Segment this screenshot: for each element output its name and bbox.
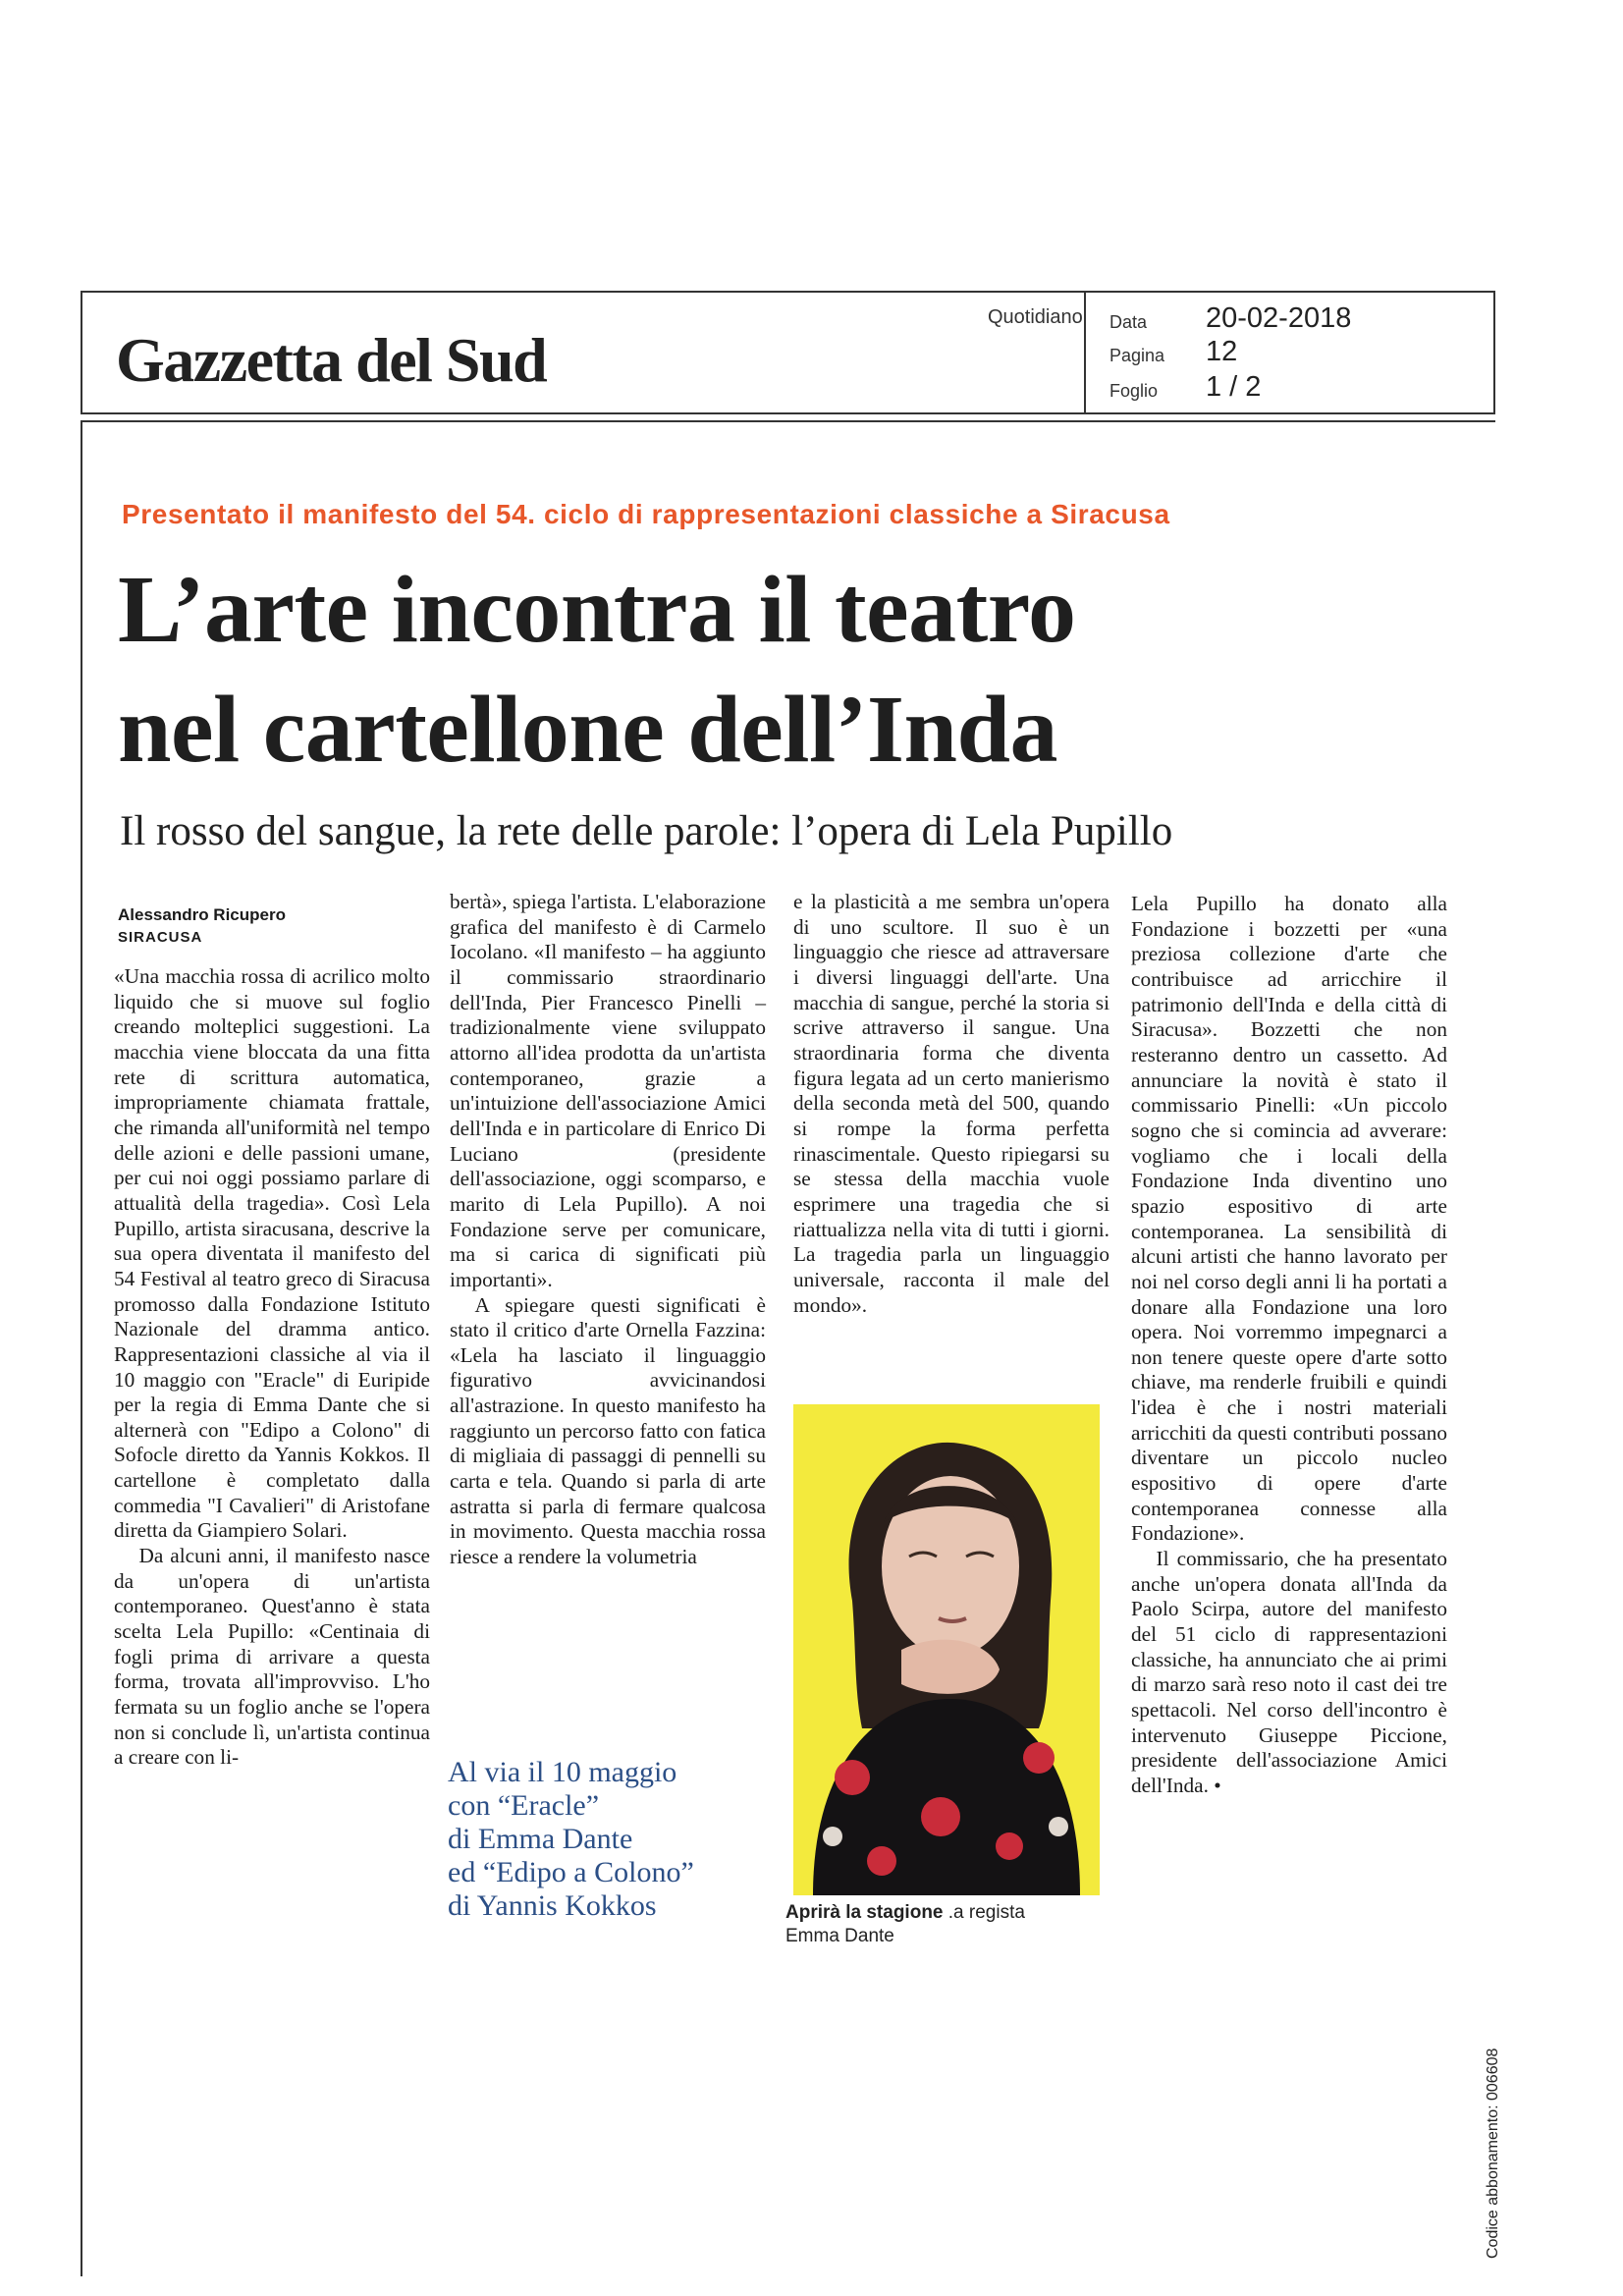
masthead: Gazzetta del Sud [116,325,547,395]
portrait-photo [793,1404,1100,1895]
page-label: Pagina [1109,346,1165,365]
pull-quote-line: con “Eracle” [448,1788,600,1822]
headline-line-2: nel cartellone dell’Inda [118,677,1058,783]
caption-rest: .a regista [943,1902,1025,1923]
sheet-label: Foglio [1109,381,1159,401]
article-column-2 [450,890,766,1570]
pull-quote-line: di Yannis Kokkos [448,1888,657,1922]
date-value: 20-02-2018 [1206,302,1352,334]
article-column-1 [114,964,430,1771]
article-frame-left [81,420,82,2276]
subheadline: Il rosso del sangue, la rete delle parole: l’opera di Lela Pupillo [120,808,1173,854]
pull-quote-line: di Emma Dante [448,1822,633,1855]
header-divider [1084,291,1086,414]
article-column-4 [1131,892,1447,1799]
article-frame-top [81,420,1495,422]
photo-caption [785,1901,1109,1948]
paragraph: Lela Pupillo ha donato alla Fondazione i bozzetti per «una preziosa collezione d'arte che contribuisce ad arricchire il patrimonio dell'Inda e della città di Siracusa». Bozzetti che non resteranno dentro un cassetto. Ad annunciare la novità è stato il commissario Pinelli: «Un piccolo sogno che si comincia ad avverare: vogliamo che i locali della Fondazione Inda diventino uno spazio espositivo di arte contemporanea. La sensibilità di alcuni artisti che hanno lavorato per noi nel corso degli anni li ha portati a donare alla Fondazione una loro opera. Noi vorremmo impegnarci a non tenere queste opere d'arte sotto chiave, ma renderle fruibili e quindi l'idea è che i nostri materiali arricchiti da questi contributi possano diventare un piccolo nucleo espositivo di opere d'arte contemporanea connesse alla Fondazione». [1131,892,1447,1546]
publication-type: Quotidiano [988,306,1083,328]
pull-quote-line: ed “Edipo a Colono” [448,1855,694,1888]
headline-line-1: L’arte incontra il teatro [118,557,1076,663]
byline-place: SIRACUSA [118,929,203,946]
article-column-3 [793,890,1109,1318]
paragraph: A spiegare questi significati è stato il critico d'arte Ornella Fazzina: «Lela ha lasciato il linguaggio figurativo avvicinandosi all'astrazione. In questo manifesto ha raggiunto un percorso fatto con fatica di migliaia di passaggi di pennelli su carta e tela. Quando si parla di arte astratta si parla di fermare qualcosa in movimento. Questa macchia rossa riesce a rendere la volumetria [450,1292,766,1569]
paragraph: e la plasticità a me sembra un'opera di uno scultore. Il suo è un linguaggio che riesce ad attraversare i diversi linguaggi dell'arte. Una macchia di sangue, perché la storia si scrive attraverso il sangue. Una straordinaria forma che diventa figura legata ad un certo manierismo della seconda metà del 500, quando si rompe la forma perfetta rinascimentale. Questo ripiegarsi su se stessa della macchia vuole esprimere una tragedia che si riattualizza nella vita di tutti i giorni. La tragedia parla un linguaggio universale, racconta il male del mondo». [793,890,1109,1317]
date-label: Data [1109,312,1148,332]
paragraph: Il commissario, che ha presentato anche un'opera donata all'Inda da Paolo Scirpa, autore del manifesto del 51 ciclo di rappresentazioni classiche, ha annunciato che ai primi di marzo sarà reso noto il cast dei tre spettacoli. Nel corso dell'incontro è intervenuto Giuseppe Piccione, presidente dell'associazione Amici dell'Inda. • [1131,1547,1447,1797]
portrait-illustration [793,1404,1100,1895]
caption-line-2: Emma Dante [785,1925,894,1946]
paragraph: «Una macchia rossa di acrilico molto liquido che si muove sul foglio creando molteplici suggestioni. La macchia viene bloccata da una fitta rete di scrittura automatica, impropriamente chiamata frattale, che rimanda all'uniformità nel tempo delle azioni e delle passioni umane, per cui noi oggi possiamo parlare di attualità della tragedia». Così Lela Pupillo, artista siracusana, descrive la sua opera diventata il manifesto del 54 Festival al teatro greco di Siracusa promosso dalla Fondazione Istituto Nazionale del dramma antico. Rappresentazioni classiche al via il 10 maggio con "Eracle" di Euripide per la regia di Emma Dante che si alternerà con "Edipo a Colono" di Sofocle diretto da Yannis Kokkos. Il cartellone è completato dalla commedia "I Cavalieri" di Aristofane diretta da Giampiero Solari. [114,964,430,1543]
pull-quote [448,1756,772,1922]
kicker: Presentato il manifesto del 54. ciclo di rappresentazioni classiche a Siracusa [122,499,1170,529]
byline-author: Alessandro Ricupero [118,905,286,924]
paragraph: Da alcuni anni, il manifesto nasce da un'opera di un'artista contemporaneo. Quest'anno è stata scelta Lela Pupillo: «Centinaia di fogli prima di arrivare a questa forma, trovata all'improvviso. L'ho fermata su un foglio anche se l'opera non si conclude lì, un'artista continua a creare con li- [114,1544,430,1770]
sheet-value: 1 / 2 [1206,371,1262,403]
caption-strong: Aprirà la stagione [785,1902,944,1923]
paragraph: bertà», spiega l'artista. L'elaborazione grafica del manifesto è di Carmelo Iocolano. «Il manifesto – ha aggiunto il commissario straordinario dell'Inda, Pier Francesco Pinelli – tradizionalmente viene sviluppato attorno all'idea prodotta da un'artista contemporaneo, grazie a un'intuizione dell'associazione Amici dell'Inda e in particolare di Enrico Di Luciano (presidente dell'associazione, oggi scomparso, e marito di Lela Pupillo). A noi Fondazione serve per comunicare, ma si carica di significati più importanti». [450,890,766,1291]
pull-quote-line: Al via il 10 maggio [448,1756,677,1788]
subscription-code: Codice abbonamento: 006608 [1485,2048,1501,2259]
page-value: 12 [1206,336,1238,367]
